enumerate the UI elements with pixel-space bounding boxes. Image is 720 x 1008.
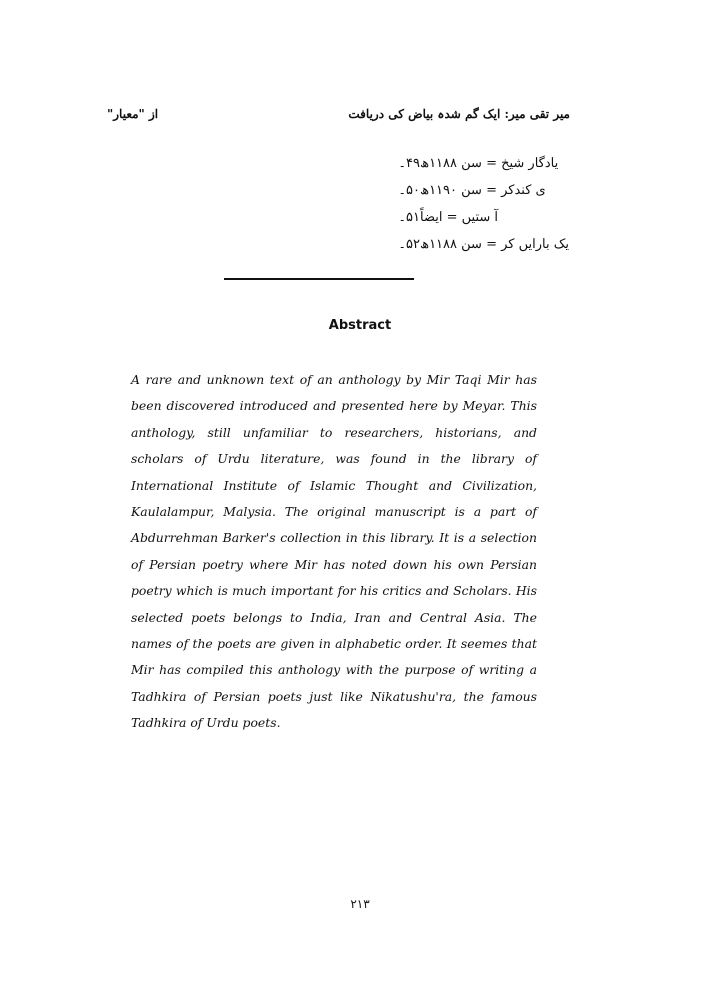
section-divider (224, 278, 414, 280)
list-item (380, 177, 578, 204)
list-item-text: یادگار شیخ = سن ۱۱۸۸ھ (420, 156, 559, 171)
list-item-number: ۵۰۔ (398, 183, 420, 198)
list-item (380, 231, 578, 258)
list-item-text: ی کندکر = سن ۱۱۹۰ھ (420, 183, 546, 198)
list-item-text: یک بارایں کر = سن ۱۱۸۸ھ (420, 237, 569, 252)
running-header-title: میر تقی میر: ایک گم شدہ بیاض کی دریافت (348, 107, 570, 121)
running-header-source: از "معیار" (107, 107, 159, 121)
abstract-heading: Abstract (328, 318, 392, 333)
list-item (380, 204, 578, 231)
date-list (380, 150, 578, 258)
list-item-number: ۴۹۔ (398, 156, 420, 171)
abstract-body: A rare and unknown text of an anthology by Mir Taqi Mir has been discovered introduced and presented here by Meyar. This anthology, still unfamiliar to researchers, historians, and scholars of Urdu literature, was found in the library of International Institute of Islamic Thought and Civilization, Kaulalampur, Malysia. The original manuscript is a part of Abdurrehman Barker's collection in this library. It is a selection of Persian poetry where Mir has noted down his own Persian poetry which is much important for his critics and Scholars. His selected poets belongs to India, Iran and Central Asia. The names of the poets are given in alphabetic order. It seemes that Mir has compiled this anthology with the purpose of writing a Tadhkira of Persian poets just like Nikatushu'ra, the famous Tadhkira of Urdu poets. (131, 372, 537, 731)
list-item-text: آ ستیں = ایضاً (420, 210, 498, 225)
page-number: ۲۱۳ (350, 897, 370, 911)
list-item-number: ۵۱۔ (398, 210, 420, 225)
list-item-number: ۵۲۔ (398, 237, 420, 252)
list-item (380, 150, 578, 177)
